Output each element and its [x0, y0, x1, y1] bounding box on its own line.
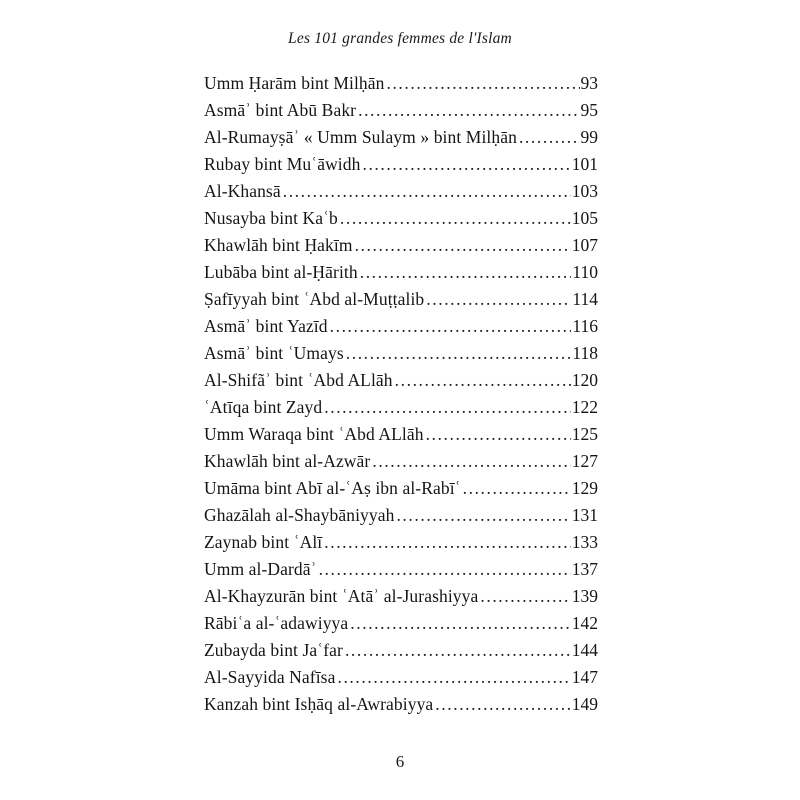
- table-of-contents: [204, 73, 598, 721]
- toc-entry-title: Al-Rumayṣāʾ « Umm Sulaym » bint Milḥān: [204, 127, 517, 147]
- toc-entry-title: Umāma bint Abī al-ʿAṣ ibn al-Rabīʿ: [204, 478, 461, 498]
- toc-entry-title: Al-Sayyida Nafīsa: [204, 667, 336, 687]
- toc-entry-page: 105: [571, 208, 598, 228]
- dot-leader: [319, 559, 571, 580]
- toc-entry-page: 95: [580, 100, 598, 120]
- toc-entry: [204, 397, 598, 424]
- toc-entry: [204, 640, 598, 667]
- dot-leader: [337, 667, 570, 688]
- dot-leader: [386, 73, 579, 94]
- toc-entry: [204, 613, 598, 640]
- toc-entry-title: Zaynab bint ʿAlī: [204, 532, 323, 552]
- dot-leader: [340, 208, 571, 229]
- toc-entry-page: 149: [571, 694, 598, 714]
- toc-entry: [204, 262, 598, 289]
- toc-entry-title: Khawlāh bint Ḥakīm: [204, 235, 353, 255]
- toc-entry: [204, 586, 598, 613]
- toc-entry-title: Asmāʾ bint ʿUmays: [204, 343, 344, 363]
- toc-entry-page: 93: [580, 73, 598, 93]
- toc-entry-title: Nusayba bint Kaʿb: [204, 208, 338, 228]
- toc-entry: [204, 451, 598, 478]
- dot-leader: [345, 640, 571, 661]
- toc-entry-title: Asmāʾ bint Yazīd: [204, 316, 328, 336]
- page-number: 6: [395, 752, 405, 771]
- dot-leader: [362, 154, 570, 175]
- toc-entry-page: 107: [571, 235, 598, 255]
- toc-entry: [204, 235, 598, 262]
- dot-leader: [360, 262, 572, 283]
- toc-entry-page: 127: [571, 451, 598, 471]
- toc-entry-title: Lubāba bint al-Ḥārith: [204, 262, 358, 282]
- dot-leader: [283, 181, 571, 202]
- toc-entry: [204, 73, 598, 100]
- toc-entry: [204, 100, 598, 127]
- toc-entry: [204, 316, 598, 343]
- toc-entry-title: Al-Shifãʾ bint ʿAbd ALlāh: [204, 370, 393, 390]
- toc-entry-page: 133: [571, 532, 598, 552]
- toc-entry: [204, 289, 598, 316]
- toc-entry-page: 118: [572, 343, 598, 363]
- toc-entry-page: 122: [571, 397, 598, 417]
- toc-entry-title: Rābiʿa al-ʿadawiyya: [204, 613, 349, 633]
- dot-leader: [346, 343, 572, 364]
- toc-entry-page: 144: [571, 640, 598, 660]
- toc-entry-page: 125: [571, 424, 598, 444]
- toc-entry-title: Al-Khayzurān bint ʿAtāʾ al-Jurashiyya: [204, 586, 479, 606]
- toc-entry-page: 101: [571, 154, 598, 174]
- toc-entry-title: ʿAtīqa bint Zayd: [204, 397, 323, 417]
- toc-entry-page: 99: [580, 127, 598, 147]
- toc-entry: [204, 181, 598, 208]
- toc-entry-title: Umm al-Dardāʾ: [204, 559, 317, 579]
- toc-entry: [204, 505, 598, 532]
- toc-entry: [204, 370, 598, 397]
- dot-leader: [435, 694, 570, 715]
- toc-entry-page: 120: [571, 370, 598, 390]
- dot-leader: [480, 586, 570, 607]
- toc-entry-page: 139: [571, 586, 598, 606]
- dot-leader: [463, 478, 571, 499]
- toc-entry-page: 131: [571, 505, 598, 525]
- dot-leader: [350, 613, 570, 634]
- toc-entry-title: Umm Waraqa bint ʿAbd ALlāh: [204, 424, 424, 444]
- toc-entry: [204, 343, 598, 370]
- toc-entry-page: 103: [571, 181, 598, 201]
- dot-leader: [372, 451, 570, 472]
- dot-leader: [324, 532, 571, 553]
- dot-leader: [395, 370, 571, 391]
- toc-entry: [204, 694, 598, 721]
- toc-entry-page: 110: [572, 262, 598, 282]
- toc-entry-title: Asmāʾ bint Abū Bakr: [204, 100, 357, 120]
- toc-entry: [204, 532, 598, 559]
- dot-leader: [355, 235, 571, 256]
- toc-entry-page: 129: [571, 478, 598, 498]
- toc-entry: [204, 127, 598, 154]
- toc-entry: [204, 424, 598, 451]
- dot-leader: [519, 127, 580, 148]
- toc-entry-title: Umm Ḥarām bint Milḥān: [204, 73, 385, 93]
- toc-entry-title: Khawlāh bint al-Azwār: [204, 451, 371, 471]
- toc-entry: [204, 478, 598, 505]
- toc-entry: [204, 667, 598, 694]
- toc-entry-page: 142: [571, 613, 598, 633]
- toc-entry-page: 114: [572, 289, 598, 309]
- toc-entry: [204, 559, 598, 586]
- toc-entry-title: Ghazālah al-Shaybāniyyah: [204, 505, 395, 525]
- toc-entry-title: Kanzah bint Isḥāq al-Awrabiyya: [204, 694, 434, 714]
- toc-entry-title: Ṣafīyyah bint ʿAbd al-Muṭṭalib: [204, 289, 425, 309]
- dot-leader: [396, 505, 570, 526]
- dot-leader: [358, 100, 579, 121]
- toc-entry: [204, 208, 598, 235]
- toc-entry-page: 116: [572, 316, 598, 336]
- toc-entry-page: 147: [571, 667, 598, 687]
- toc-entry-title: Al-Khansā: [204, 181, 281, 201]
- toc-entry-page: 137: [571, 559, 598, 579]
- toc-entry-title: Rubay bint Muʿāwidh: [204, 154, 361, 174]
- dot-leader: [324, 397, 571, 418]
- dot-leader: [426, 424, 571, 445]
- running-head-title: Les 101 grandes femmes de l'Islam: [288, 30, 512, 47]
- dot-leader: [330, 316, 572, 337]
- dot-leader: [426, 289, 571, 310]
- toc-entry-title: Zubayda bint Jaʿfar: [204, 640, 343, 660]
- toc-entry: [204, 154, 598, 181]
